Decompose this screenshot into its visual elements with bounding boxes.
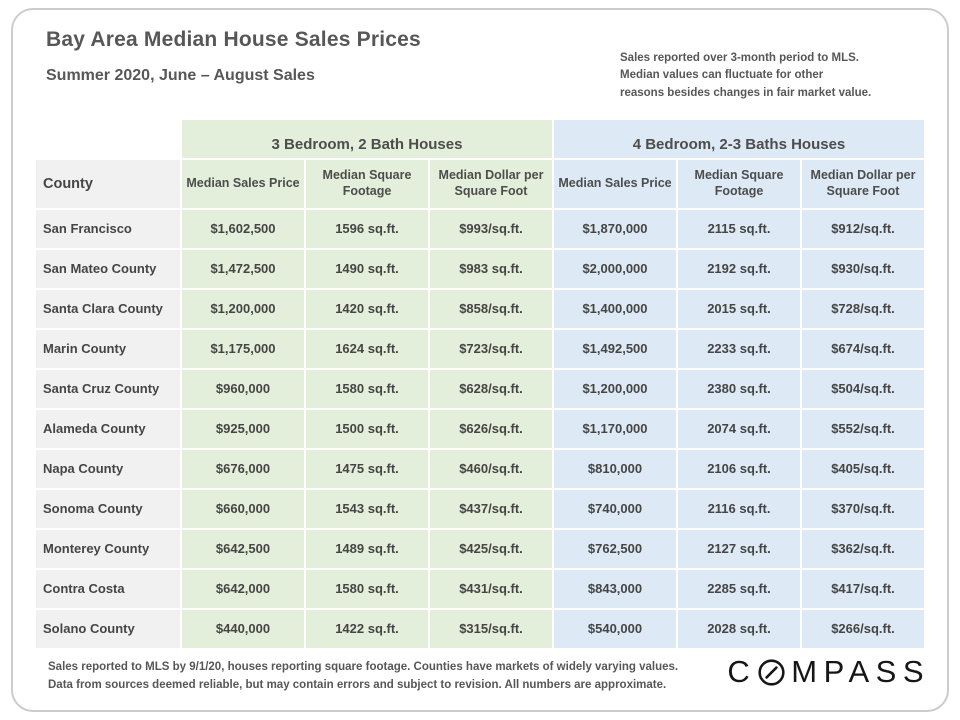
value-cell: 2106 sq.ft.	[678, 450, 800, 488]
value-cell: $417/sq.ft.	[802, 570, 924, 608]
value-cell: $843,000	[554, 570, 676, 608]
value-cell: 1543 sq.ft.	[306, 490, 428, 528]
value-cell: $362/sq.ft.	[802, 530, 924, 568]
value-cell: 2285 sq.ft.	[678, 570, 800, 608]
value-cell: $912/sq.ft.	[802, 210, 924, 248]
county-name: Contra Costa	[36, 570, 180, 608]
value-cell: $1,492,500	[554, 330, 676, 368]
value-cell: $540,000	[554, 610, 676, 648]
value-cell: $266/sq.ft.	[802, 610, 924, 648]
page-subtitle: Summer 2020, June – August Sales	[46, 67, 315, 84]
value-cell: 2028 sq.ft.	[678, 610, 800, 648]
value-cell: $1,602,500	[182, 210, 304, 248]
value-cell: $993/sq.ft.	[430, 210, 552, 248]
compass-logo-c: C	[727, 654, 757, 689]
value-cell: 2015 sq.ft.	[678, 290, 800, 328]
value-cell: 1489 sq.ft.	[306, 530, 428, 568]
group-header-3bed: 3 Bedroom, 2 Bath Houses	[182, 120, 552, 158]
footer-line-1: Sales reported to MLS by 9/1/20, houses reporting square footage. Counties have markets of widely varying values.	[48, 661, 679, 673]
value-cell: $642,000	[182, 570, 304, 608]
county-name: San Mateo County	[36, 250, 180, 288]
compass-o-icon	[757, 658, 786, 687]
mls-disclaimer-note	[620, 50, 871, 102]
footer-line-2: Data from sources deemed reliable, but may contain errors and subject to revision. All numbers are approximate.	[48, 678, 667, 691]
value-cell: $440,000	[182, 610, 304, 648]
value-cell: $858/sq.ft.	[430, 290, 552, 328]
value-cell: $552/sq.ft.	[802, 410, 924, 448]
value-cell: $660,000	[182, 490, 304, 528]
value-cell: 1580 sq.ft.	[306, 570, 428, 608]
county-name: Napa County	[36, 450, 180, 488]
value-cell: $437/sq.ft.	[430, 490, 552, 528]
table-corner-spacer	[36, 120, 180, 158]
value-cell: 1596 sq.ft.	[306, 210, 428, 248]
value-cell: 1475 sq.ft.	[306, 450, 428, 488]
value-cell: 2380 sq.ft.	[678, 370, 800, 408]
column-header-3bed-sqft: Median Square Footage	[306, 160, 428, 208]
value-cell: $642,500	[182, 530, 304, 568]
county-name: San Francisco	[36, 210, 180, 248]
column-header-3bed-dollar-sqft: Median Dollar per Square Foot	[430, 160, 552, 208]
column-header-county: County	[36, 160, 180, 208]
value-cell: $983 sq.ft.	[430, 250, 552, 288]
column-header-4bed-price: Median Sales Price	[554, 160, 676, 208]
column-header-3bed-price: Median Sales Price	[182, 160, 304, 208]
value-cell: $723/sq.ft.	[430, 330, 552, 368]
page-title: Bay Area Median House Sales Prices	[46, 28, 421, 51]
value-cell: $315/sq.ft.	[430, 610, 552, 648]
compass-logo-mpass: MPASS	[791, 654, 930, 689]
county-name: Santa Cruz County	[36, 370, 180, 408]
county-name: Sonoma County	[36, 490, 180, 528]
value-cell: $460/sq.ft.	[430, 450, 552, 488]
value-cell: $626/sq.ft.	[430, 410, 552, 448]
county-name: Monterey County	[36, 530, 180, 568]
value-cell: $405/sq.ft.	[802, 450, 924, 488]
value-cell: $1,200,000	[554, 370, 676, 408]
value-cell: $960,000	[182, 370, 304, 408]
value-cell: $674/sq.ft.	[802, 330, 924, 368]
note-line-1: Sales reported over 3-month period to MLS.	[620, 52, 859, 64]
value-cell: 1500 sq.ft.	[306, 410, 428, 448]
value-cell: $728/sq.ft.	[802, 290, 924, 328]
value-cell: $676,000	[182, 450, 304, 488]
value-cell: $425/sq.ft.	[430, 530, 552, 568]
value-cell: $925,000	[182, 410, 304, 448]
value-cell: $1,200,000	[182, 290, 304, 328]
median-sales-table	[36, 120, 924, 648]
value-cell: $1,400,000	[554, 290, 676, 328]
value-cell: 2233 sq.ft.	[678, 330, 800, 368]
value-cell: $504/sq.ft.	[802, 370, 924, 408]
compass-logo	[727, 654, 930, 690]
county-name: Santa Clara County	[36, 290, 180, 328]
value-cell: 1624 sq.ft.	[306, 330, 428, 368]
group-header-4bed: 4 Bedroom, 2-3 Baths Houses	[554, 120, 924, 158]
value-cell: 2127 sq.ft.	[678, 530, 800, 568]
value-cell: $431/sq.ft.	[430, 570, 552, 608]
value-cell: 2074 sq.ft.	[678, 410, 800, 448]
value-cell: 1422 sq.ft.	[306, 610, 428, 648]
value-cell: 2116 sq.ft.	[678, 490, 800, 528]
value-cell: 2115 sq.ft.	[678, 210, 800, 248]
county-name: Alameda County	[36, 410, 180, 448]
note-line-2: Median values can fluctuate for other	[620, 69, 824, 82]
county-name: Solano County	[36, 610, 180, 648]
value-cell: 1580 sq.ft.	[306, 370, 428, 408]
county-name: Marin County	[36, 330, 180, 368]
value-cell: $1,472,500	[182, 250, 304, 288]
value-cell: $930/sq.ft.	[802, 250, 924, 288]
value-cell: $628/sq.ft.	[430, 370, 552, 408]
value-cell: 2192 sq.ft.	[678, 250, 800, 288]
value-cell: $762,500	[554, 530, 676, 568]
value-cell: $1,170,000	[554, 410, 676, 448]
value-cell: $1,175,000	[182, 330, 304, 368]
value-cell: $2,000,000	[554, 250, 676, 288]
value-cell: 1420 sq.ft.	[306, 290, 428, 328]
footer-disclaimer	[48, 659, 678, 695]
column-header-4bed-sqft: Median Square Footage	[678, 160, 800, 208]
value-cell: 1490 sq.ft.	[306, 250, 428, 288]
value-cell: $740,000	[554, 490, 676, 528]
value-cell: $810,000	[554, 450, 676, 488]
value-cell: $370/sq.ft.	[802, 490, 924, 528]
note-line-3: reasons besides changes in fair market value.	[620, 86, 872, 99]
value-cell: $1,870,000	[554, 210, 676, 248]
column-header-4bed-dollar-sqft: Median Dollar per Square Foot	[802, 160, 924, 208]
